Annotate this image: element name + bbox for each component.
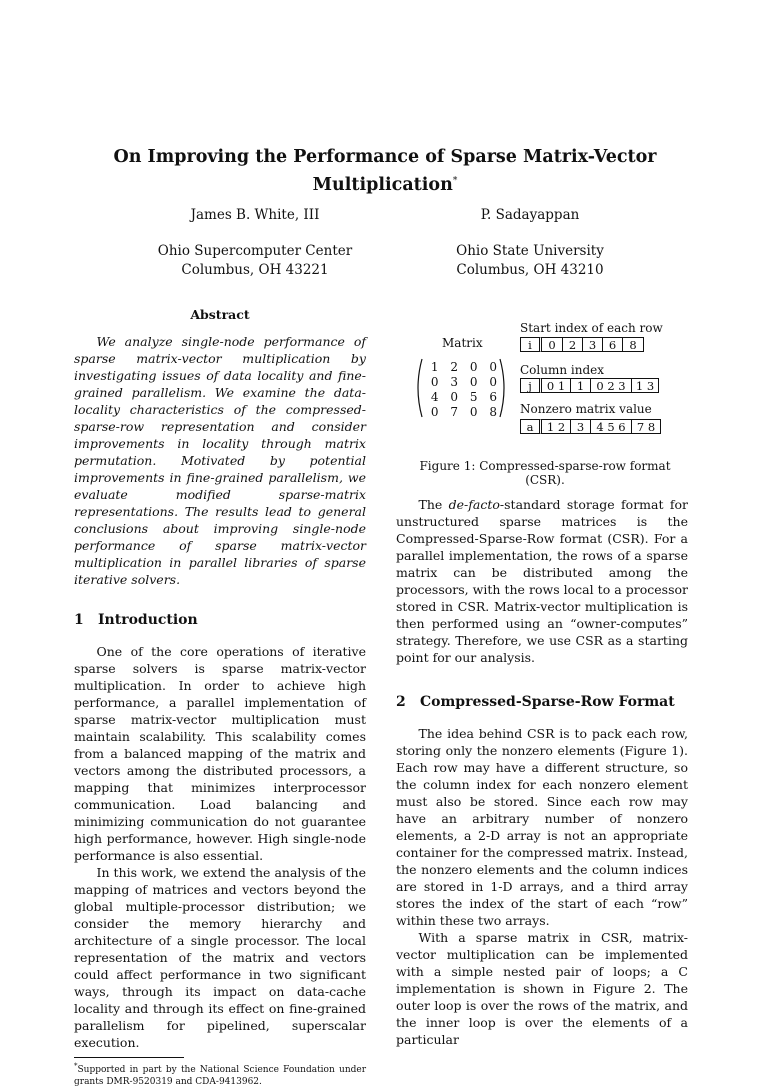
footnote-rule bbox=[74, 1057, 184, 1058]
array-cell: 3 bbox=[570, 419, 591, 434]
matrix-cell: 3 bbox=[450, 375, 459, 389]
intro-paragraph-1: One of the core operations of iterative sparse solvers is sparse matrix-vector multiplication. In order to achieve high performance, a parallel implementation of sparse matrix-vector multiplication must maintain scalability. This scalability comes from a balanced mapping of the matrix and vectors among the distributed processors, a mapping that minimizes interprocessor communication. Load balancing and minimizing communication do not guarantee high performance, however. High single-node performance is also essential. bbox=[74, 644, 366, 863]
para-emphasis: de-facto bbox=[448, 497, 500, 512]
author-affiliation: Ohio Supercomputer Center bbox=[157, 243, 353, 259]
array-cell: 1 bbox=[570, 378, 591, 393]
author-location: Columbus, OH 43221 bbox=[181, 262, 329, 278]
csr-intro-paragraph bbox=[396, 496, 688, 666]
array-cell: 1 2 bbox=[541, 419, 571, 434]
section-title: Introduction bbox=[98, 612, 198, 628]
csr-paragraph-1: The idea behind CSR is to pack each row, storing only the nonzero elements (Figure 1). Each row may have a different structure, so the column index for each nonzero element must also be stored. Since each row may have an arbitrary number of nonzero elements, a 2-D array is not an appropriate container for the compressed matrix. Instead, the nonzero elements and the column indices are stored in 1-D arrays, and a third array stores the index of the start of each “row” within these two arrays. bbox=[396, 726, 688, 928]
array-name-cell: a bbox=[520, 419, 542, 434]
matrix-label: Matrix bbox=[442, 336, 483, 350]
section-2-heading bbox=[396, 694, 688, 711]
matrix-cell: 0 bbox=[469, 360, 478, 374]
abstract-heading: Abstract bbox=[190, 307, 250, 322]
matrix-cell: 0 bbox=[489, 360, 498, 374]
matrix-cell: 0 bbox=[430, 405, 439, 419]
footnote-mark: * bbox=[74, 1062, 78, 1070]
author-block-2 bbox=[410, 206, 650, 280]
section-number: 1 bbox=[74, 612, 84, 628]
array-cell: 0 1 bbox=[541, 378, 571, 393]
title-text: On Improving the Performance of Sparse Matrix-Vector Multiplication bbox=[113, 147, 657, 195]
array-cell: 0 bbox=[541, 337, 563, 352]
matrix-cell: 4 bbox=[430, 390, 439, 404]
array-name-cell: j bbox=[520, 378, 542, 393]
intro-paragraph-2: In this work, we extend the analysis of the mapping of matrices and vectors beyond the global multiple-processor distribution; we consider the memory hierarchy and architecture of a single processor. The local representation of the matrix and vectors could affect performance in two significant ways, through its impact on data-cache locality and through its effect on fine-grained parallelism for pipelined, superscalar execution. bbox=[74, 865, 366, 1050]
section-number: 2 bbox=[396, 694, 406, 710]
abstract-body: We analyze single-node performance of sparse matrix-vector multiplication by investigating issues of data locality and fine-grained parallelism. We examine the data-locality characteristics of the compressed-sparse-row representation and consider improvements in locality through matrix permutation. Motivated by potential improvements in fine-grained parallelism, we evaluate modified sparse-matrix representations. The results lead to general conclusions about improving single-node performance of sparse matrix-vector multiplication in parallel libraries of sparse iterative solvers. bbox=[74, 334, 366, 587]
matrix-cell: 0 bbox=[450, 390, 459, 404]
title-footnote-mark: * bbox=[452, 176, 458, 186]
matrix-row bbox=[425, 405, 503, 420]
start-index-array bbox=[521, 337, 644, 352]
nonzero-value-label: Nonzero matrix value bbox=[520, 402, 652, 416]
matrix-row bbox=[425, 375, 503, 390]
array-cell: 0 2 3 bbox=[590, 378, 632, 393]
matrix-cell: 0 bbox=[430, 375, 439, 389]
array-name-cell: i bbox=[520, 337, 542, 352]
footnote bbox=[74, 1060, 366, 1088]
example-matrix bbox=[412, 358, 510, 418]
matrix-cell: 0 bbox=[489, 375, 498, 389]
matrix-cell: 1 bbox=[430, 360, 439, 374]
matrix-cell: 0 bbox=[469, 375, 478, 389]
author-name: P. Sadayappan bbox=[480, 207, 580, 223]
section-1-heading bbox=[74, 612, 366, 629]
para-post: -standard storage format for unstructured sparse matrices is the Compressed-Sparse-Row format (CSR). For a parallel implementation, the rows of a sparse matrix can be distributed among the processors, with the rows local to a processor stored in CSR. Matrix-vector multiplication is then performed using an “owner-computes” strategy. Therefore, we use CSR as a starting point for our analysis. bbox=[396, 497, 688, 665]
matrix-cell: 8 bbox=[489, 405, 498, 419]
author-location: Columbus, OH 43210 bbox=[456, 262, 604, 278]
array-cell: 7 8 bbox=[631, 419, 661, 434]
author-name: James B. White, III bbox=[190, 207, 320, 223]
matrix-grid bbox=[425, 360, 503, 420]
left-column bbox=[74, 306, 366, 1088]
matrix-cell: 5 bbox=[469, 390, 478, 404]
author-block-1 bbox=[140, 206, 370, 280]
nonzero-value-array bbox=[521, 419, 661, 434]
matrix-cell: 7 bbox=[450, 405, 459, 419]
matrix-cell: 6 bbox=[489, 390, 498, 404]
array-cell: 6 bbox=[602, 337, 623, 352]
array-cell: 8 bbox=[622, 337, 644, 352]
right-column bbox=[396, 496, 688, 1048]
matrix-row bbox=[425, 390, 503, 405]
matrix-row bbox=[425, 360, 503, 375]
author-affiliation: Ohio State University bbox=[456, 243, 604, 259]
footnote-text: Supported in part by the National Science Foundation under grants DMR-9520319 and CDA-9413962. bbox=[74, 1065, 366, 1087]
array-cell: 1 3 bbox=[631, 378, 659, 393]
array-cell: 2 bbox=[562, 337, 583, 352]
matrix-cell: 0 bbox=[469, 405, 478, 419]
section-title: Compressed-Sparse-Row Format bbox=[420, 694, 675, 710]
para-pre: The bbox=[418, 497, 449, 512]
paper-title bbox=[90, 145, 680, 197]
matrix-cell: 2 bbox=[450, 360, 459, 374]
csr-paragraph-2: With a sparse matrix in CSR, matrix-vector multiplication can be implemented with a simple nested pair of loops; a C implementation is shown in Figure 2. The outer loop is over the rows of the matrix, and the inner loop is over the elements of a particular bbox=[396, 930, 688, 1047]
column-index-label: Column index bbox=[520, 363, 605, 377]
figure-caption: Figure 1: Compressed-sparse-row format (CSR). bbox=[419, 459, 671, 487]
column-index-array bbox=[521, 378, 659, 393]
array-cell: 3 bbox=[582, 337, 603, 352]
start-index-label: Start index of each row bbox=[520, 321, 663, 335]
array-cell: 4 5 6 bbox=[590, 419, 632, 434]
